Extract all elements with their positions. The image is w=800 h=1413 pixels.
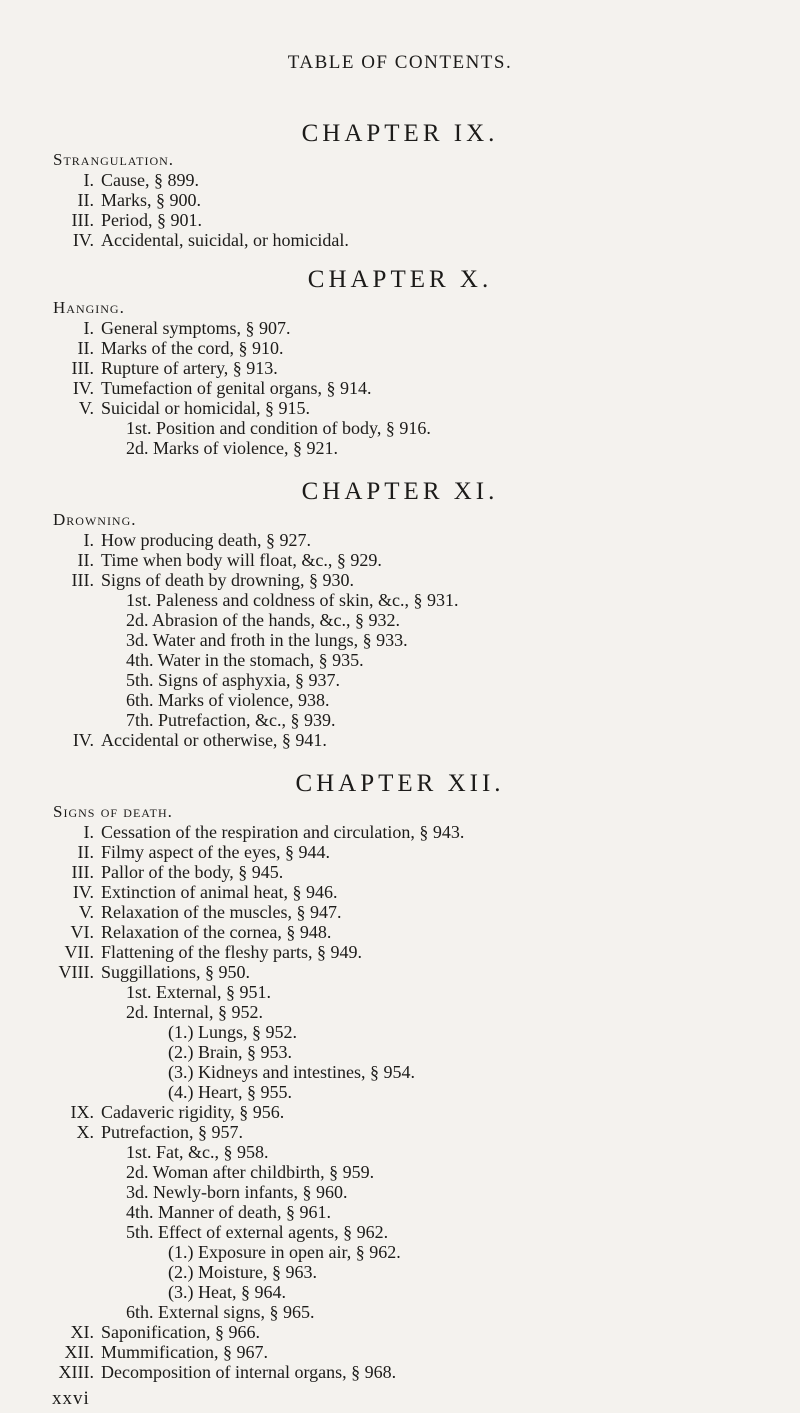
chapter-topic-ix: Strangulation.	[53, 150, 175, 169]
chapter-heading-xii: CHAPTER XII.	[295, 770, 505, 797]
chapter-topic-xii: Signs of death.	[53, 802, 173, 821]
chapter-heading-xi: CHAPTER XI.	[301, 478, 499, 505]
chapter-topic-xi: Drowning.	[53, 510, 137, 529]
chapter-topic-x: Hanging.	[53, 298, 125, 317]
page-number: xxvi	[52, 1388, 90, 1409]
running-head: TABLE OF CONTENTS.	[287, 52, 513, 73]
chapter-heading-ix: CHAPTER IX.	[301, 120, 499, 147]
book-page: TABLE OF CONTENTS. CHAPTER IX. Strangulation. I. Cause, § 899. II. Marks, § 900. III. Period, § 901. IV. Accidental, suicidal, or homicidal. CHAPTER X. Hanging. I. General symptoms, § 907. II. Marks of the cord, § 910. III. Rupture of artery, § 913. IV. Tumefaction of genital organs, § 914. V. Suicidal or homicidal, § 915. 1st. Position and condition of body, § 916. 2d. Marks of violence, § 921. CHAPTER XI. Drowning. I. How producing death, § 927. II. Time when body will float, &c., § 929. III. Signs of death by drowning, § 930. 1st. Paleness and coldness of skin, &c., § 931. 2d. Abrasion of the hands, &c., § 932. 3d. Water and froth in the lungs, § 933. 4th. Water in the stomach, § 935. 5th. Signs of asphyxia, § 937. 6th. Marks of violence, 938. 7th. Putrefaction, &c., § 939. IV. Accidental or otherwise, § 941. CHAPTER XII. Signs of death. I. Cessation of the respiration and circulation, § 943. II. Filmy aspect of the eyes, § 944. III. Pallor of the body, § 945. IV. Extinction of animal heat, § 946. V. Relaxation of the muscles, § 947. VI. Relaxation of the cornea, § 948. VII. Flattening of the fleshy parts, § 949. VIII. Suggillations, § 950. 1st. External, § 951. 2d. Internal, § 952. (1.) Lungs, § 952. (2.) Brain, § 953. (3.) Kidneys and intestines, § 954. (4.) Heart, § 955. IX. Cadaveric rigidity, § 956. X. Putrefaction, § 957. 1st. Fat, &c., § 958. 2d. Woman after childbirth, § 959. 3d. Newly-born infants, § 960. 4th. Manner of death, § 961. 5th. Effect of external agents, § 962. (1.) Exposure in open air, § 962. (2.) Moisture, § 963. (3.) Heat, § 964. 6th. External signs, § 965. XI. Saponification, § 966. XII. Mummification, § 967. XIII. Decomposition of internal organs, § 968. xxvi	[0, 0, 800, 1413]
chapter-heading-x: CHAPTER X.	[307, 266, 493, 293]
